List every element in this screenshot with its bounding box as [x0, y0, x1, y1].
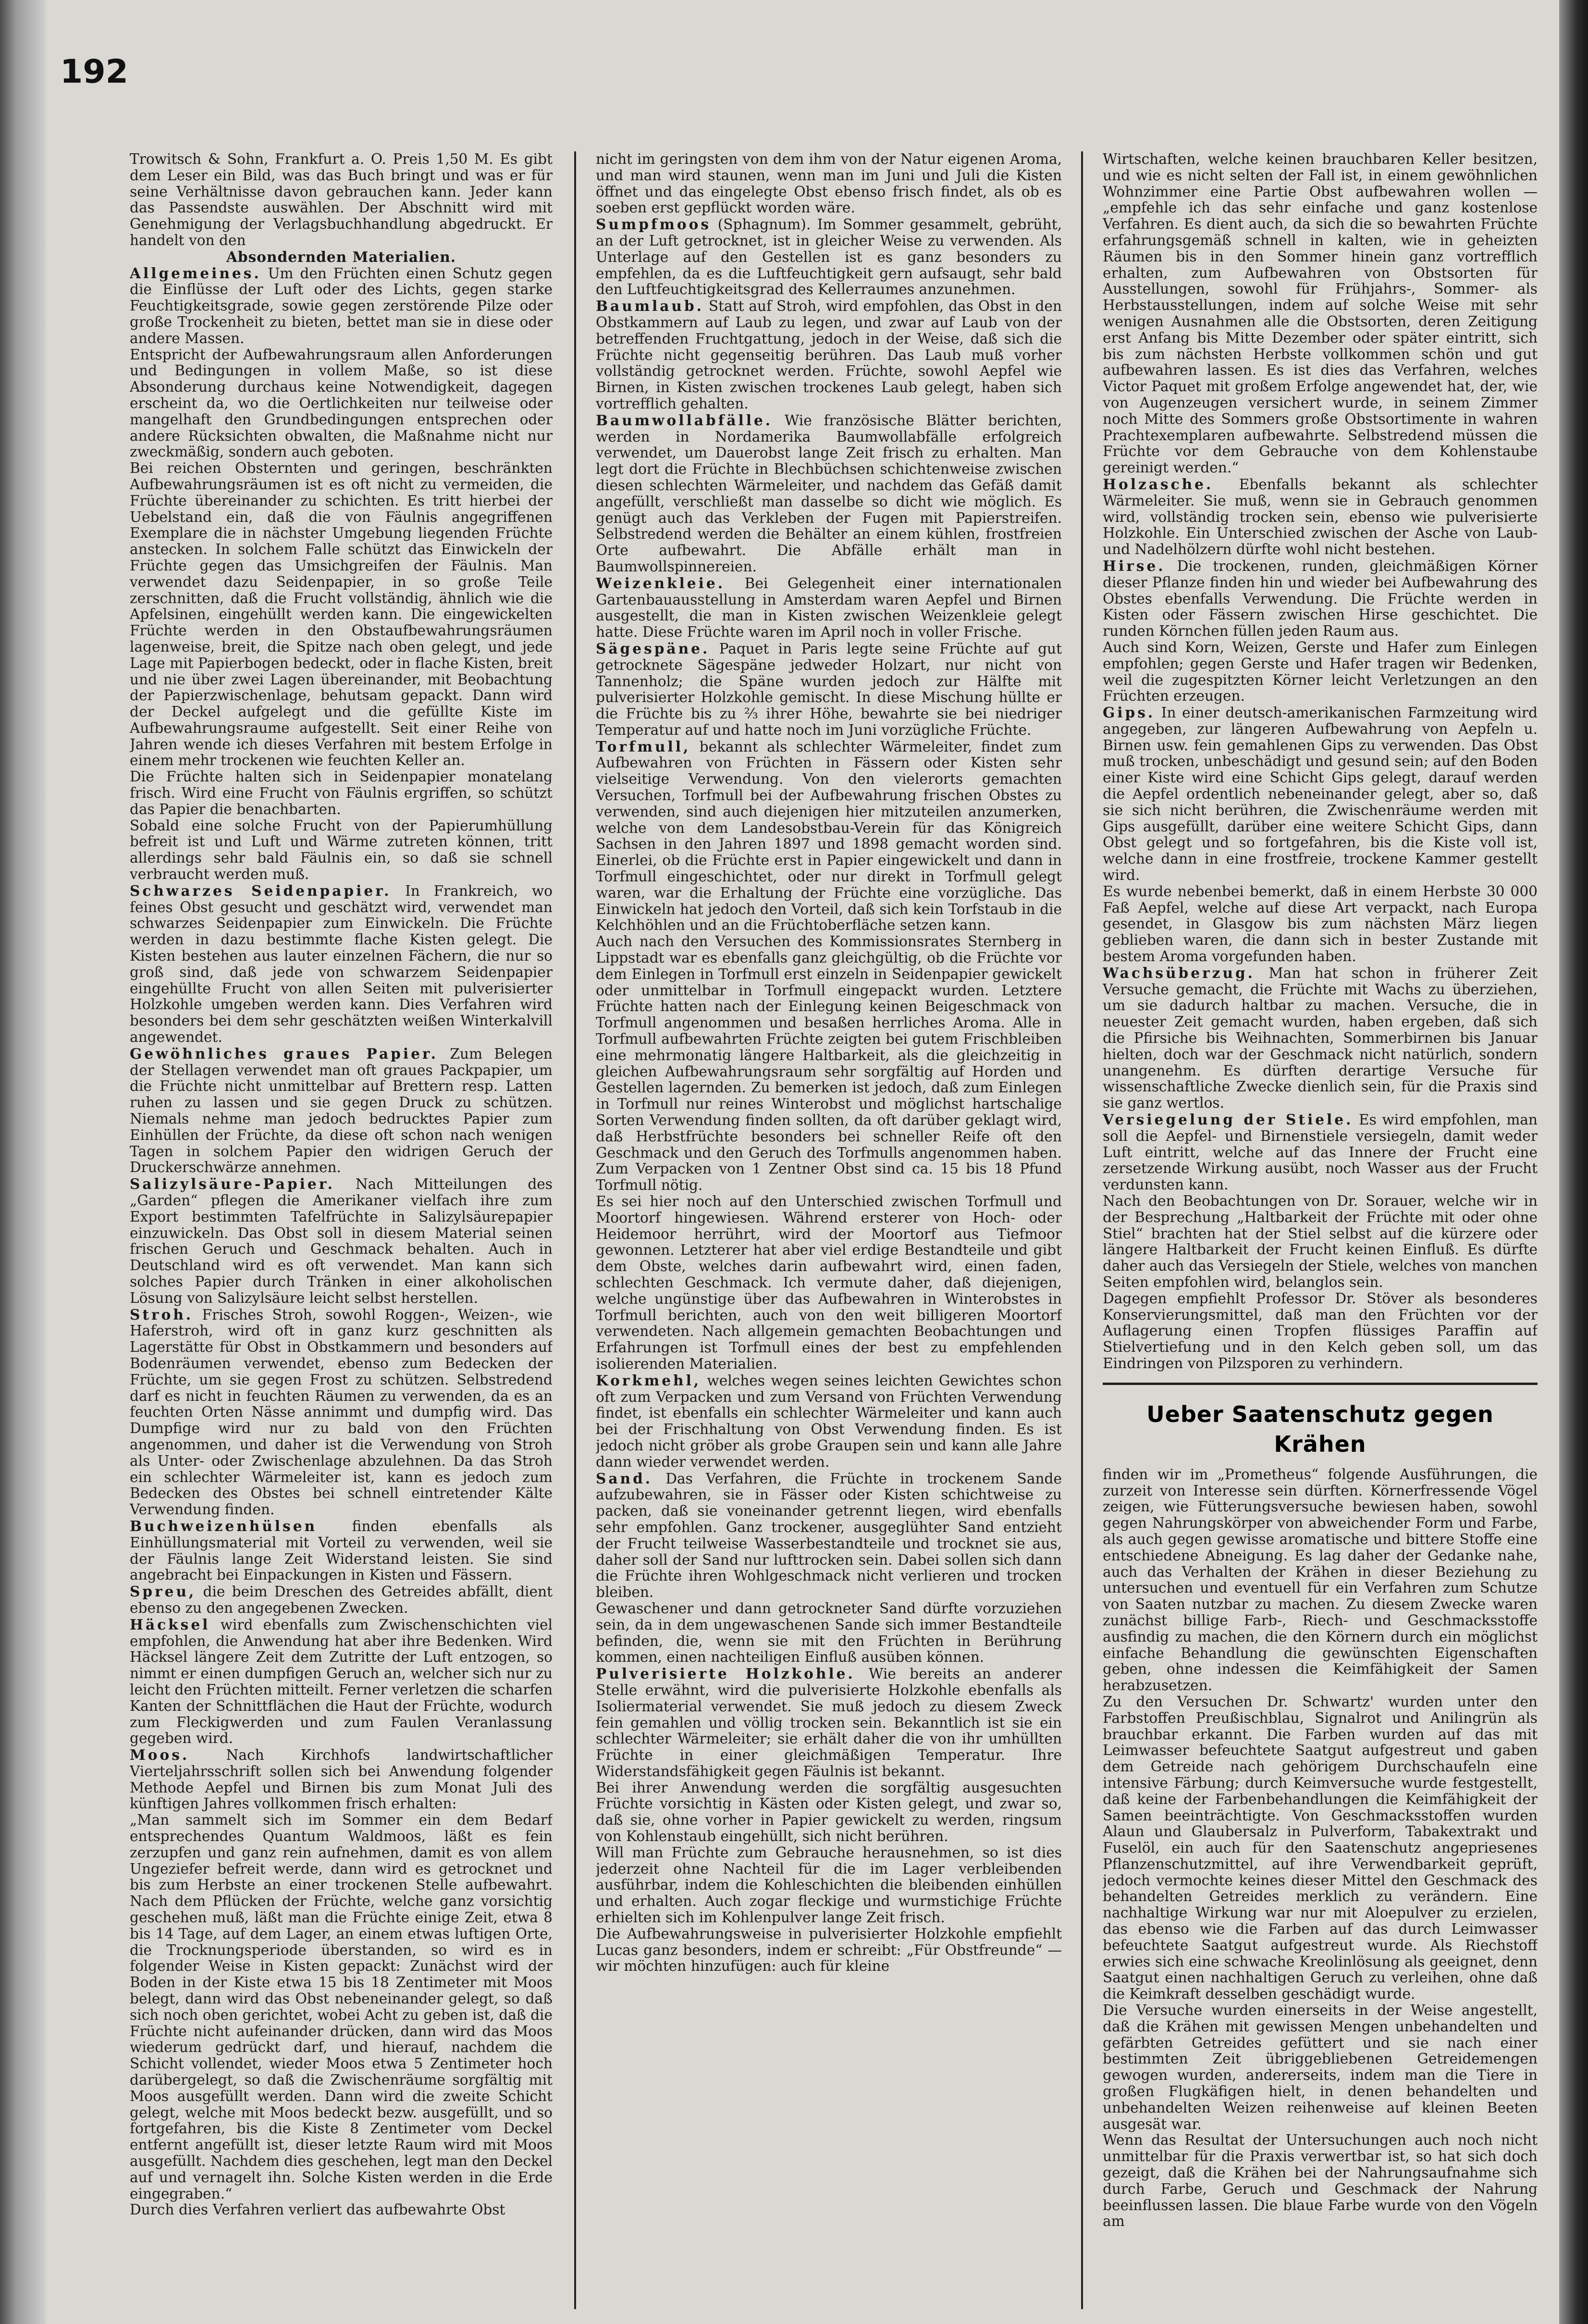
paragraph: Es sei hier noch auf den Unterschied zwischen Torfmull und Moortorf hingewiesen. Während ersterer von Hoch- oder Heidemoor herrührt, wird der Moortorf aus Tiefmoor gewonnen. Letzterer hat aber viel erdige Bestandteile und gibt dem Obste, welches darin aufbewahrt wird, einen faden, schlechten Geschmack. Ich vermute daher, daß diejenigen, welche ungünstige über das Aufbewahren in Winterobstes in Torfmull berichten, auch von den weit billigeren Moortorf verwendeten. Nach allgemein gemachten Beobachtungen und Erfahrungen ist Torfmull eines der best zu empfehlenden isolierenden Materialien.: [596, 1193, 1062, 1372]
paragraph-text: Statt auf Stroh, wird empfohlen, das Obst in den Obstkammern auf Laub zu legen, und zwar auf Laub von der betreffenden Fruchtgattung, jedoch in der Weise, daß sich die Früchte nicht gegenseitig berühren. Das Laub muß vorher vollständig getrocknet werden. Früchte, sowohl Aepfel wie Birnen, in Kisten zwischen trockenes Laub gelegt, haben sich vortrefflich gehalten.: [596, 298, 1062, 412]
keyword-paragraph: [1103, 476, 1538, 558]
paragraph: Dagegen empfiehlt Professor Dr. Stöver als besonderes Konservierungsmittel, daß man den Früchten vor der Auflagerung einen Tropfen flüssiges Paraffin auf Stielvertiefung und in den Kelch geben soll, um das Eindringen von Pilzsporen zu verhindern.: [1103, 1290, 1538, 1372]
paragraph: Entspricht der Aufbewahrungsraum allen Anforderungen und Bedingungen in vollem Maße, so ist diese Absonderung durchaus keine Notwendigkeit, dagegen erscheint da, wo die Oertlichkeiten nur teilweise oder mangelhaft den Grundbedingungen entsprechen oder andere Rücksichten obwalten, die Maßnahme nicht nur zweckmäßig, sondern auch geboten.: [130, 346, 553, 460]
keyword-paragraph: [130, 1518, 553, 1583]
paragraph: Wirtschaften, welche keinen brauchbaren Keller besitzen, und wie es nicht selten der Fall ist, in einem gewöhnlichen Wohnzimmer eine Partie Obst aufbewahren wollen — „empfehle ich das sehr einfache und ganz kostenlose Verfahren. Es dient auch, da sich die so bewahrten Früchte erfahrungsgemäß schnell in kalten, wie in geheizten Räumen bis in den Sommer hinein ganz vortrefflich erhalten, zum Aufbewahren von Obstsorten für Ausstellungen, sowohl für Frühjahrs-, Sommer- als Herbstausstellungen, indem auf solche Weise mit sehr wenigen Ausnahmen alle die Obstsorten, deren Zeitigung erst Anfang bis Mitte Dezember oder später eintritt, sich bis zum nächsten Herbste vollkommen schön und gut aufbewahren lassen. Es ist dies das Verfahren, welches Victor Paquet mit großem Erfolge angewendet hat, der, wie von Augenzeugen versichert wurde, in seinem Zimmer noch Mitte des Sommers große Obstsortimente in wahren Prachtexemplaren aufbewahrte. Selbstredend müssen die Früchte vor dem Gebrauche von dem Kohlenstaube gereinigt werden.“: [1103, 151, 1538, 476]
paragraph: Wenn das Resultat der Untersuchungen auch noch nicht unmittelbar für die Praxis verwertbar ist, so hat sich doch gezeigt, daß die Krähen bei der Nahrungsaufnahme sich durch Farbe, Geruch und Geschmack der Nahrung beeinflussen lassen. Die blaue Farbe wurde von den Vögeln am: [1103, 2132, 1538, 2230]
paragraph-keyword: Korkmehl,: [596, 1372, 702, 1389]
paragraph-text: Wie bereits an anderer Stelle erwähnt, wird die pulverisierte Holzkohle ebenfalls als Isoliermaterial verwendet. Sie muß jedoch zu diesem Zweck fein gemahlen und völlig trocken sein. Bekanntlich ist sie ein schlechter Wärmeleiter; sie erhält daher die von ihr umhüllten Früchte in einer gleichmäßigen Temperatur. Ihre Widerstandsfähigkeit gegen Fäulnis ist bekannt.: [596, 1666, 1062, 1780]
article-headline: Ueber Saatenschutz gegen Krähen: [1146, 1401, 1494, 1457]
paragraph-text: Die trockenen, runden, gleichmäßigen Körner dieser Pflanze finden hin und wieder bei Aufbewahrung des Obstes ebenfalls Verwendung. Die Früchte werden in Kisten oder Fässern zwischen Hirse geschichtet. Die runden Körnchen füllen jeden Raum aus.: [1103, 557, 1538, 640]
page-number: 192: [60, 53, 128, 91]
paragraph-text: In einer deutsch-amerikanischen Farmzeitung wird angegeben, zur längeren Aufbewahrung von Aepfeln u. Birnen usw. fein gemahlenen Gips zu verwenden. Das Obst muß trocken, unbeschädigt und gesund sein; auf den Boden einer Kiste wird eine Schicht Gips gelegt, darauf werden die Aepfel ordentlich nebeneinander gelegt, aber so, daß sie sich nicht berühren, die Zwischenräume werden mit Gips ausgefüllt, darüber eine weitere Schicht Gips, dann Obst gelegt und so fortgefahren, bis die Kiste voll ist, welche dann in eine frostfreie, trockene Kammer gestellt wird.: [1103, 705, 1538, 884]
paragraph-text: Paquet in Paris legte seine Früchte auf gut getrocknete Sägespäne jedweder Holzart, nur nicht von Tannenholz; die Späne wurden jedoch zur Hälfte mit pulverisierter Holzkohle gemischt. In diese Mischung hüllte er die Früchte bis zu ⅔ ihrer Höhe, bewahrte sie bei niedriger Temperatur auf und hatte noch im Juni vorzügliche Früchte.: [596, 640, 1062, 738]
paragraph-keyword: Buchweizenhülsen: [130, 1517, 318, 1534]
article-column-1: [130, 151, 553, 2309]
paragraph-text: wird ebenfalls zum Zwischenschichten viel empfohlen, die Anwendung hat aber ihre Bedenken. Wird Häcksel längere Zeit dem Zutritte der Luft entzogen, so nimmt er einen dumpfigen Geruch an, welcher sich nur zu leicht den Früchten mitteilt. Ferner verletzen die scharfen Kanten der Schnittflächen die Haut der Früchte, wodurch zum Fleckigwerden und zum Faulen Veranlassung gegeben wird.: [130, 1616, 553, 1747]
keyword-paragraph: [1103, 558, 1538, 640]
keyword-paragraph: [596, 1471, 1062, 1601]
paragraph-text: Wie französische Blätter berichten, werden in Nordamerika Baumwollabfälle erfolgreich verwendet, um Dauerobst lange Zeit frisch zu erhalten. Man legt dort die Früchte in Blechbüchsen schichtenweise zwischen diesen schlechten Wärmeleiter, und nachdem das Gefäß damit angefüllt, verschließt man dasselbe so dicht wie möglich. Es genügt auch das Verkleben der Fugen mit Papierstreifen. Selbstredend werden die Behälter an einem kühlen, frostfreien Orte aufbewahrt. Die Abfälle erhält man in Baumwollspinnereien.: [596, 412, 1062, 575]
keyword-paragraph: [596, 1666, 1062, 1780]
article-column-3: [1103, 151, 1538, 2309]
paragraph-keyword: Baumwollabfälle.: [596, 411, 773, 429]
paragraph: Trowitsch & Sohn, Frankfurt a. O. Preis 1,50 M. Es gibt dem Leser ein Bild, was das Buch bringt und was er für seine Verhältnisse davon gebrauchen kann. Jeder kann das Passendste auswählen. Der Abschnitt wird mit Genehmigung der Verlagsbuchhandlung abgedruckt. Er handelt von den: [130, 151, 553, 248]
keyword-paragraph: [1103, 705, 1538, 884]
paragraph-text: finden ebenfalls als Einhüllungsmaterial mit Vorteil zu verwenden, weil sie der Fäulnis lange Zeit Widerstand leisten. Sie sind angebracht bei Einpackungen in Kisten und Fässern.: [130, 1518, 553, 1583]
paragraph: Durch dies Verfahren verliert das aufbewahrte Obst: [130, 2201, 505, 2218]
paragraph-text: welches wegen seines leichten Gewichtes schon oft zum Verpacken und zum Versand von Früchten Verwendung findet, ist ebenfalls ein schlechter Wärmeleiter und kann auch bei der Frischhaltung von Obst Verwendung finden. Es ist jedoch nicht gröber als grobe Graupen sein und kann alle Jahre dann wieder verwendet werden.: [596, 1372, 1062, 1470]
section-rule: [1103, 1383, 1538, 1385]
paragraph: Auch sind Korn, Weizen, Gerste und Hafer zum Einlegen empfohlen; gegen Gerste und Hafer tragen wir Bedenken, weil die zugespitzten Körner leicht Verletzungen an den Früchten erzeugen.: [1103, 639, 1538, 705]
paragraph-keyword: Baumlaub.: [596, 297, 704, 315]
keyword-paragraph: [596, 412, 1062, 575]
keyword-paragraph: [130, 883, 553, 1046]
scan-edge-right: [1559, 0, 1588, 2324]
keyword-paragraph: [130, 265, 553, 347]
paragraph-keyword: Spreu,: [130, 1583, 197, 1600]
keyword-paragraph: [1103, 965, 1538, 1112]
keyword-paragraph: [130, 1307, 553, 1518]
paragraph-keyword: Gewöhnliches graues Papier.: [130, 1045, 439, 1062]
paragraph: Zu den Versuchen Dr. Schwartz' wurden unter den Farbstoffen Preußischblau, Signalrot und Anilingrün als brauchbar erkannt. Die Farben wurden auf das mit Leimwasser befeuchtete Saatgut aufgestreut und gaben dem Getreide nach gehörigem Durchschaufeln eine intensive Färbung; durch Keimversuche wurde festgestellt, daß keine der Farbenbehandlungen die Keimfähigkeit der Samen beeinträchtigte. Von Geschmacksstoffen wurden Alaun und Glaubersalz in Pulverform, Tabakextrakt und Fuselöl, ein auch für den Saatenschutz angepriesenes Pflanzenschutzmittel, auf ihre Verwendbarkeit geprüft, jedoch vermochte keines dieser Mittel den Geschmack des behandelten Getreides merklich zu verändern. Eine nachhaltige Wirkung war nur mit Aloepulver zu erzielen, das ebenso wie die Farben auf das durch Leimwasser befeuchtete Saatgut aufgestreut wurde. Als Riechstoff erwies sich eine schwache Kreolinlösung als geeignet, denn Saatgut einen nachhaltigen Geruch zu verleihen, ohne daß die Keimkraft desselben geschädigt wurde.: [1103, 1693, 1538, 2003]
paragraph-text: Nach Kirchhofs landwirtschaftlicher Vierteljahrsschrift sollen sich bei Anwendung folgender Methode Aepfel und Birnen bis zum Monat Juli des künftigen Jahres vollkommen frisch erhalten:: [130, 1747, 553, 1812]
paragraph-keyword: Sand.: [596, 1470, 653, 1487]
paragraph-text: Man hat schon in früherer Zeit Versuche gemacht, die Früchte mit Wachs zu überziehen, um sie dadurch haltbar zu machen. Versuche, die in neuester Zeit gemacht wurden, haben ergeben, daß sich die Pfirsiche bis Weihnachten, Sommerbirnen bis Januar hielten, doch war der Geschmack nicht natürlich, sondern unangenehm. Es dürften derartige Versuche für wissenschaftliche Zwecke dienlich sein, für die Praxis sind sie ganz wertlos.: [1103, 964, 1538, 1112]
paragraph-keyword: Sägespäne.: [596, 640, 710, 657]
paragraph-text: In Frankreich, wo feines Obst gesucht und geschätzt wird, verwendet man schwarzes Seidenpapier zum Einwickeln. Die Früchte werden in dazu bestimmte flache Kisten gelegt. Die Kisten bestehen aus lauter einzelnen Fächern, die nur so groß sind, daß jede von schwarzem Seidenpapier eingehüllte Frucht von allen Seiten mit pulverisierter Holzkohle umgeben werden kann. Dies Verfahren wird besonders bei dem sehr geschätzten weißen Winterkalvill angewendet.: [130, 882, 553, 1046]
paragraph-keyword: Häcksel: [130, 1616, 210, 1633]
paragraph-keyword: Hirse.: [1103, 557, 1166, 574]
article-column-2: [596, 151, 1062, 2309]
paragraph: Auch nach den Versuchen des Kommissionsrates Sternberg in Lippstadt war es ebenfalls ganz gleichgültig, ob die Früchte vor dem Einlegen in Torfmull erst einzeln in Seidenpapier gewickelt oder unmittelbar in Torfmull eingepackt wurden. Letztere Früchte hatten nach der Einlegung keinen Beigeschmack von Torfmull angenommen und besaßen herrliches Aroma. Alle in Torfmull aufbewahrten Früchte zeigten bei gutem Frischbleiben eine mehrmonatig längere Haltbarkeit, als die gleichzeitig in gleichen Aufbewahrungsraum sehr sorgfältig auf Horden und Gestellen lagernden. Zu bemerken ist jedoch, daß zum Einlegen in Torfmull nur reines Winterobst und möglichst hartschalige Sorten Verwendung finden sollten, da oft darüber geklagt wird, daß Herbstfrüchte besonders bei schneller Reife oft den Geschmack und den Geruch des Torfmulls angenommen haben. Zum Verpacken von 1 Zentner Obst sind ca. 15 bis 18 Pfund Torfmull nötig.: [596, 933, 1062, 1194]
keyword-paragraph: [596, 1372, 1062, 1471]
paragraph-text: Nach Mitteilungen des „Garden“ pflegen die Amerikaner vielfach ihre zum Export bestimmten Tafelfrüchte in Salizylsäurepapier einzuwickeln. Das Obst soll in diesem Material seinen frischen Geruch und Geschmack behalten. Auch in Deutschland wird es oft verwendet. Man kann sich solches Papier durch Tränken in einer alkoholischen Lösung von Salizylsäure leicht selbst herstellen.: [130, 1176, 553, 1306]
paragraph-keyword: Moos.: [130, 1746, 190, 1764]
paragraph-text: Um den Früchten einen Schutz gegen die Einflüsse der Luft oder des Lichts, gegen starke Feuchtigkeitsgrade, sowie gegen zerstörende Pilze oder große Trockenheit zu bieten, bettet man sie in diese oder andere Massen.: [130, 265, 553, 346]
keyword-paragraph: [130, 1583, 553, 1617]
paragraph-text: Ebenfalls bekannt als schlechter Wärmeleiter. Sie muß, wenn sie in Gebrauch genommen wird, vollständig trocken sein, ebenso wie pulverisierte Holzkohle. Ein Unterschied zwischen der Asche von Laub- und Nadelhölzern dürfte wohl nicht bestehen.: [1103, 476, 1538, 558]
paragraph: Sobald eine solche Frucht von der Papierumhüllung befreit ist und Luft und Wärme zutreten können, tritt allerdings sehr bald Fäulnis ein, so daß sie schnell verbraucht werden muß.: [130, 817, 553, 883]
keyword-paragraph: [596, 641, 1062, 739]
section-subheading: Absondernden Materialien.: [226, 248, 456, 265]
paragraph: Gewaschener und dann getrockneter Sand dürfte vorzuziehen sein, da in dem ungewaschenen Sande sich immer Bestandteile befinden, die, wenn sie mit den Früchten in Berührung kommen, einen nachteiligen Einfluß ausüben können.: [596, 1600, 1062, 1666]
paragraph: „Man sammelt sich im Sommer ein dem Bedarf entsprechendes Quantum Waldmoos, läßt es fein zerzupfen und ganz rein aufnehmen, damit es von allem Ungeziefer befreit werde, dann wird es getrocknet und bis zum Herbste an einer trockenen Stelle aufbewahrt. Nach dem Pflücken der Früchte, welche ganz vorsichtig geschehen muß, läßt man die Früchte einige Zeit, etwa 8 bis 14 Tage, auf dem Lager, an einem etwas luftigen Orte, die Trocknungsperiode überstanden, so wird es in folgender Weise in Kisten gepackt: Zunächst wird der Boden in der Kiste etwa 15 bis 18 Zentimeter mit Moos belegt, dann wird das Obst nebeneinander gelegt, so daß sich noch oben gerichtet, wobei Acht zu geben ist, daß die Früchte nicht aufeinander drücken, dann wird das Moos wiederum gedrückt darf, und hierauf, nachdem die Schicht vollendet, wieder Moos etwa 5 Zentimeter hoch darübergelegt, so daß die Zwischenräume sorgfältig mit Moos ausgefüllt werden. Dann wird die zweite Schicht gelegt, welche mit Moos bedeckt bezw. ausgefüllt, und so fortgefahren, bis die Kiste 8 Zentimeter vom Deckel entfernt angefüllt ist, dieser letzte Raum wird mit Moos ausgefüllt. Nachdem dies geschehen, legt man den Deckel auf und vernagelt ihn. Solche Kisten werden in die Erde eingegraben.“: [130, 1812, 553, 2202]
paragraph: Bei ihrer Anwendung werden die sorgfältig ausgesuchten Früchte vorsichtig in Kästen oder Kisten gelegt, und zwar so, daß sie, ohne vorher in Papier gewickelt zu werden, ringsum von Kohlenstaub eingehüllt, sich nicht berühren.: [596, 1779, 1062, 1845]
paragraph: Bei reichen Obsternten und geringen, beschränkten Aufbewahrungsräumen ist es oft nicht zu vermeiden, die Früchte übereinander zu schichten. Es tritt hierbei der Uebelstand ein, daß die von Fäulnis angegriffenen Exemplare die in nächster Umgebung liegenden Früchte anstecken. In solchem Falle schützt das Einwickeln der Früchte gegen das Umsichgreifen der Fäulnis. Man verwendet dazu Seidenpapier, in so große Teile zerschnitten, daß die Frucht vollständig, ähnlich wie die Apfelsinen, eingehüllt werden kann. Die eingewickelten Früchte werden in den Obstaufbewahrungsräumen lagenweise, breit, die Spitze nach oben gelegt, und jede Lage mit Papierbogen bedeckt, oder in flache Kisten, breit und nie über zwei Lagen übereinander, mit Beobachtung der Papierzwischenlage, behutsam gepackt. Dann wird der Deckel aufgelegt und die gefüllte Kiste im Aufbewahrungsraume aufgestellt. Seit einer Reihe von Jahren wende ich dieses Verfahren mit bestem Erfolge in einem mehr trockenen wie feuchten Keller an.: [130, 460, 553, 769]
paragraph-text: Frisches Stroh, sowohl Roggen-, Weizen-, wie Haferstroh, wird oft in ganz kurz geschnitten als Lagerstätte für Obst in Obstkammern und besonders auf Bodenräumen verwendet, ebenso zum Bedecken der Früchte, um sie gegen Frost zu schützen. Selbstredend darf es nicht in feuchten Räumen zu verwenden, da es an feuchten Orten Nässe annimmt und dumpfig wird. Das Dumpfige wird nur zu bald von den Früchten angenommen, und daher ist die Verwendung von Stroh als Unter- oder Zwischenlage abzulehnen. Da das Stroh ein schlechter Wärmeleiter ist, kann es jedoch zum Bedecken des Obstes bei schnell eintretender Kälte Verwendung finden.: [130, 1306, 553, 1518]
keyword-paragraph: [130, 1176, 553, 1306]
column-rule-1: [574, 151, 576, 2309]
paragraph-keyword: Salizylsäure-Papier.: [130, 1175, 335, 1193]
paragraph-keyword: Torfmull,: [596, 738, 691, 755]
keyword-paragraph: [130, 1046, 553, 1176]
paragraph-keyword: Gips.: [1103, 704, 1156, 721]
scan-edge-left: [0, 0, 46, 2324]
paragraph: Nach den Beobachtungen von Dr. Sorauer, welche wir in der Besprechung „Haltbarkeit der Früchte mit oder ohne Stiel“ brachten hat der Stiel selbst auf die kürzere oder längere Haltbarkeit der Frucht keinen Einfluß. Es dürfte daher auch das Versiegeln der Stiele, welches von manchen Seiten empfohlen wird, belanglos sein.: [1103, 1193, 1538, 1290]
paragraph: Die Aufbewahrungsweise in pulverisierter Holzkohle empfiehlt Lucas ganz besonders, indem er schreibt: „Für Obstfreunde“ — wir möchten hinzufügen: auch für kleine: [596, 1925, 1062, 1975]
paragraph: Die Früchte halten sich in Seidenpapier monatelang frisch. Wird eine Frucht von Fäulnis ergriffen, so schützt das Papier die benachbarten.: [130, 768, 553, 817]
paragraph: Es wurde nebenbei bemerkt, daß in einem Herbste 30 000 Faß Aepfel, welche auf diese Art verpackt, nach Europa gesendet, in Glasgow bis zum nächsten März liegen geblieben waren, die dann sich in bester Zustande mit bestem Aroma vorgefunden haben.: [1103, 883, 1538, 965]
paragraph-keyword: Allgemeines.: [130, 264, 261, 282]
paragraph-keyword: Stroh.: [130, 1306, 194, 1323]
keyword-paragraph: [130, 1747, 553, 1812]
paragraph-keyword: Sumpfmoos: [596, 216, 712, 233]
keyword-paragraph: [596, 216, 1062, 298]
keyword-paragraph: [130, 1617, 553, 1747]
paragraph-text: Bei Gelegenheit einer internationalen Gartenbauausstellung in Amsterdam waren Aepfel und Birnen ausgestellt, die man in Kisten zwischen Weizenkleie gelegt hatte. Diese Früchte waren im April noch in voller Frische.: [596, 575, 1062, 641]
paragraph: Die Versuche wurden einerseits in der Weise angestellt, daß die Krähen mit gewissen Mengen unbehandelten und gefärbten Getreides gefüttert und sie nach einer bestimmten Zeit übriggebliebenen Getreidemengen gewogen wurden, andererseits, indem man die Tiere in großen Flugkäfigen hielt, in denen behandelten und unbehandelten Weizen reihenweise auf kleinen Beeten ausgesät war.: [1103, 2002, 1538, 2132]
paragraph: finden wir im „Prometheus“ folgende Ausführungen, die zurzeit von Interesse sein dürften. Körnerfressende Vögel zeigen, wie Fütterungsversuche bewiesen haben, sowohl gegen Nahrungskörper von abweichender Form und Farbe, als auch gegen gewisse aromatische und bittere Stoffe eine entschiedene Abneigung. Es lag daher der Gedanke nahe, auch das Verhalten der Krähen in dieser Beziehung zu untersuchen und eventuell für ein Verfahren zum Schutze von Saaten nutzbar zu machen. Zu diesem Zwecke waren zunächst billige Farb-, Riech- und Geschmacksstoffe ausfindig zu machen, die den Körnern durch ein möglichst einfache Behandlung die gewünschten Eigenschaften geben, ohne indessen die Keimfähigkeit der Samen herabzusetzen.: [1103, 1466, 1538, 1694]
paragraph: nicht im geringsten von dem ihm von der Natur eigenen Aroma, und man wird staunen, wenn man im Juni und Juli die Kisten öffnet und das eingelegte Obst ebenso frisch findet, als ob es soeben erst gepflückt worden wäre.: [596, 151, 1062, 216]
paragraph-keyword: Pulverisierte Holzkohle.: [596, 1665, 855, 1682]
paragraph-keyword: Versiegelung der Stiele.: [1103, 1111, 1354, 1128]
keyword-paragraph: [596, 298, 1062, 412]
paragraph-text: Zum Belegen der Stellagen verwendet man oft graues Packpapier, um die Früchte nicht unmittelbar auf Brettern resp. Latten ruhen zu lassen und sie gegen Druck zu schützen. Niemals nehme man jedoch bedrucktes Papier zum Einhüllen der Früchte, da diese oft schon nach wenigen Tagen in solchem Papier den widrigen Geruch der Druckerschwärze annehmen.: [130, 1045, 553, 1176]
paragraph-text: Es wird empfohlen, man soll die Aepfel- und Birnenstiele versiegeln, damit weder Luft eintritt, welche auf das Innere der Frucht eine zersetzende Wirkung ausübt, noch Wasser aus der Frucht verdunsten kann.: [1103, 1112, 1538, 1193]
paragraph: Will man Früchte zum Gebrauche herausnehmen, so ist dies jederzeit ohne Nachteil für die im Lager verbleibenden ausführbar, indem die Kohleschichten die bleibenden einhüllen und erhalten. Auch zogar fleckige und wurmstichige Früchte erhielten sich im Kohlenpulver lange Zeit frisch.: [596, 1844, 1062, 1926]
column-rule-2: [1081, 151, 1083, 2309]
keyword-paragraph: [596, 575, 1062, 641]
paragraph-keyword: Wachsüberzug.: [1103, 964, 1255, 981]
paragraph-text: Das Verfahren, die Früchte in trockenem Sande aufzubewahren, sie in Fässer oder Kisten schichtweise zu packen, daß sie voneinander getrennt liegen, wird ebenfalls sehr empfohlen. Ganz trockener, ausgeglühter Sand entzieht der Frucht teilweise Wasserbestandteile und trocknet sie aus, daher soll der Sand nur lufttrocken sein. Dabei sollen sich dann die Früchte ihren Wohlgeschmack nicht verlieren und trocken bleiben.: [596, 1470, 1062, 1601]
paragraph-keyword: Weizenkleie.: [596, 574, 725, 592]
keyword-paragraph: [596, 739, 1062, 934]
paragraph-text: bekannt als schlechter Wärmeleiter, findet zum Aufbewahren von Früchten in Fässern oder Kisten sehr vielseitige Verwendung. Von den vielerorts gemachten Versuchen, Torfmull bei der Aufbewahrung frischen Obstes zu verwenden, sind auch diejenigen hier mitzuteilen anzumerken, welche von dem Landesobstbau-Verein für das Königreich Sachsen in den Jahren 1897 und 1898 gemacht worden sind. Einerlei, ob die Früchte erst in Papier eingewickelt und dann in Torfmull eingeschichtet, oder nur direkt in Torfmull gelegt waren, war die Erhaltung der Früchte eine vorzügliche. Das Einwickeln hat jedoch den Vorteil, daß sich kein Torfstaub in die Kelchhöhlen und an die Früchtoberfläche setzen kann.: [596, 738, 1062, 934]
paragraph-keyword: Holzasche.: [1103, 475, 1214, 493]
paragraph-text: die beim Dreschen des Getreides abfällt, dient ebenso zu den angegebenen Zwecken.: [130, 1583, 553, 1616]
paragraph-keyword: Schwarzes Seidenpapier.: [130, 882, 392, 899]
paragraph-text: (Sphagnum). Im Sommer gesammelt, gebrüht, an der Luft getrocknet, ist in gleicher Weise zu verwenden. Als Unterlage auf den Gestellen ist es ganz besonders zu empfehlen, da es die Luftfeuchtigkeit gern aufsaugt, sehr bald den Luftfeuchtigkeitsgrad des Kellerraumes anzunehmen.: [596, 216, 1062, 298]
keyword-paragraph: [1103, 1112, 1538, 1193]
